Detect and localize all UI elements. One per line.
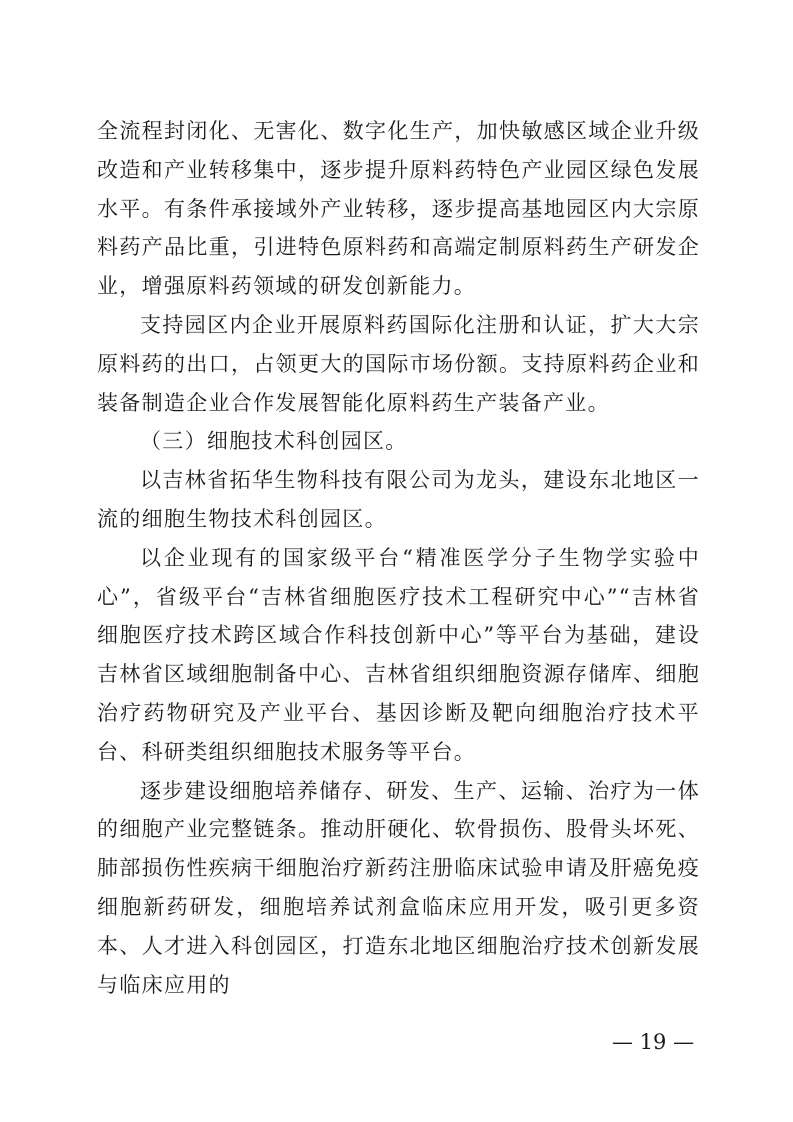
paragraph-platforms: 以企业现有的国家级平台“精准医学分子生物学实验中心”，省级平台“吉林省细胞医疗技术工程研究中心”“吉林省细胞医疗技术跨区域合作科技创新中心”等平台为基础，建设吉林省区域细胞制备中心、吉林省组织细胞资源存储库、细胞治疗药物研究及产业平台、基因诊断及靶向细胞治疗技术平台、科研类组织细胞技术服务等平台。 [97,545,700,764]
paragraph-industry-chain: 逐步建设细胞培养储存、研发、生产、运输、治疗为一体的细胞产业完整链条。推动肝硬化、软骨损伤、股骨头坏死、肺部损伤性疾病干细胞治疗新药注册临床试验申请及肝癌免疫细胞新药研发，细胞培养试剂盒临床应用开发，吸引更多资本、人才进入科创园区，打造东北地区细胞治疗技术创新发展与临床应用的 [97,778,700,997]
page-number: — 19 — [612,1030,695,1054]
section-heading: （三）细胞技术科创园区。 [140,429,408,454]
paragraph-leader-company: 以吉林省拓华生物科技有限公司为龙头，建设东北地区一流的细胞生物技术科创园区。 [97,468,700,531]
body-text [97,112,700,1004]
paragraph-api-international: 支持园区内企业开展原料药国际化注册和认证，扩大大宗原料药的出口，占领更大的国际市场份额。支持原料药企业和装备制造企业合作发展智能化原料药生产装备产业。 [97,312,700,415]
paragraph-continued: 全流程封闭化、无害化、数字化生产，加快敏感区域企业升级改造和产业转移集中，逐步提升原料药特色产业园区绿色发展水平。有条件承接域外产业转移，逐步提高基地园区内大宗原料药产品比重，引进特色原料药和高端定制原料药生产研发企业，增强原料药领域的研发创新能力。 [97,119,700,299]
